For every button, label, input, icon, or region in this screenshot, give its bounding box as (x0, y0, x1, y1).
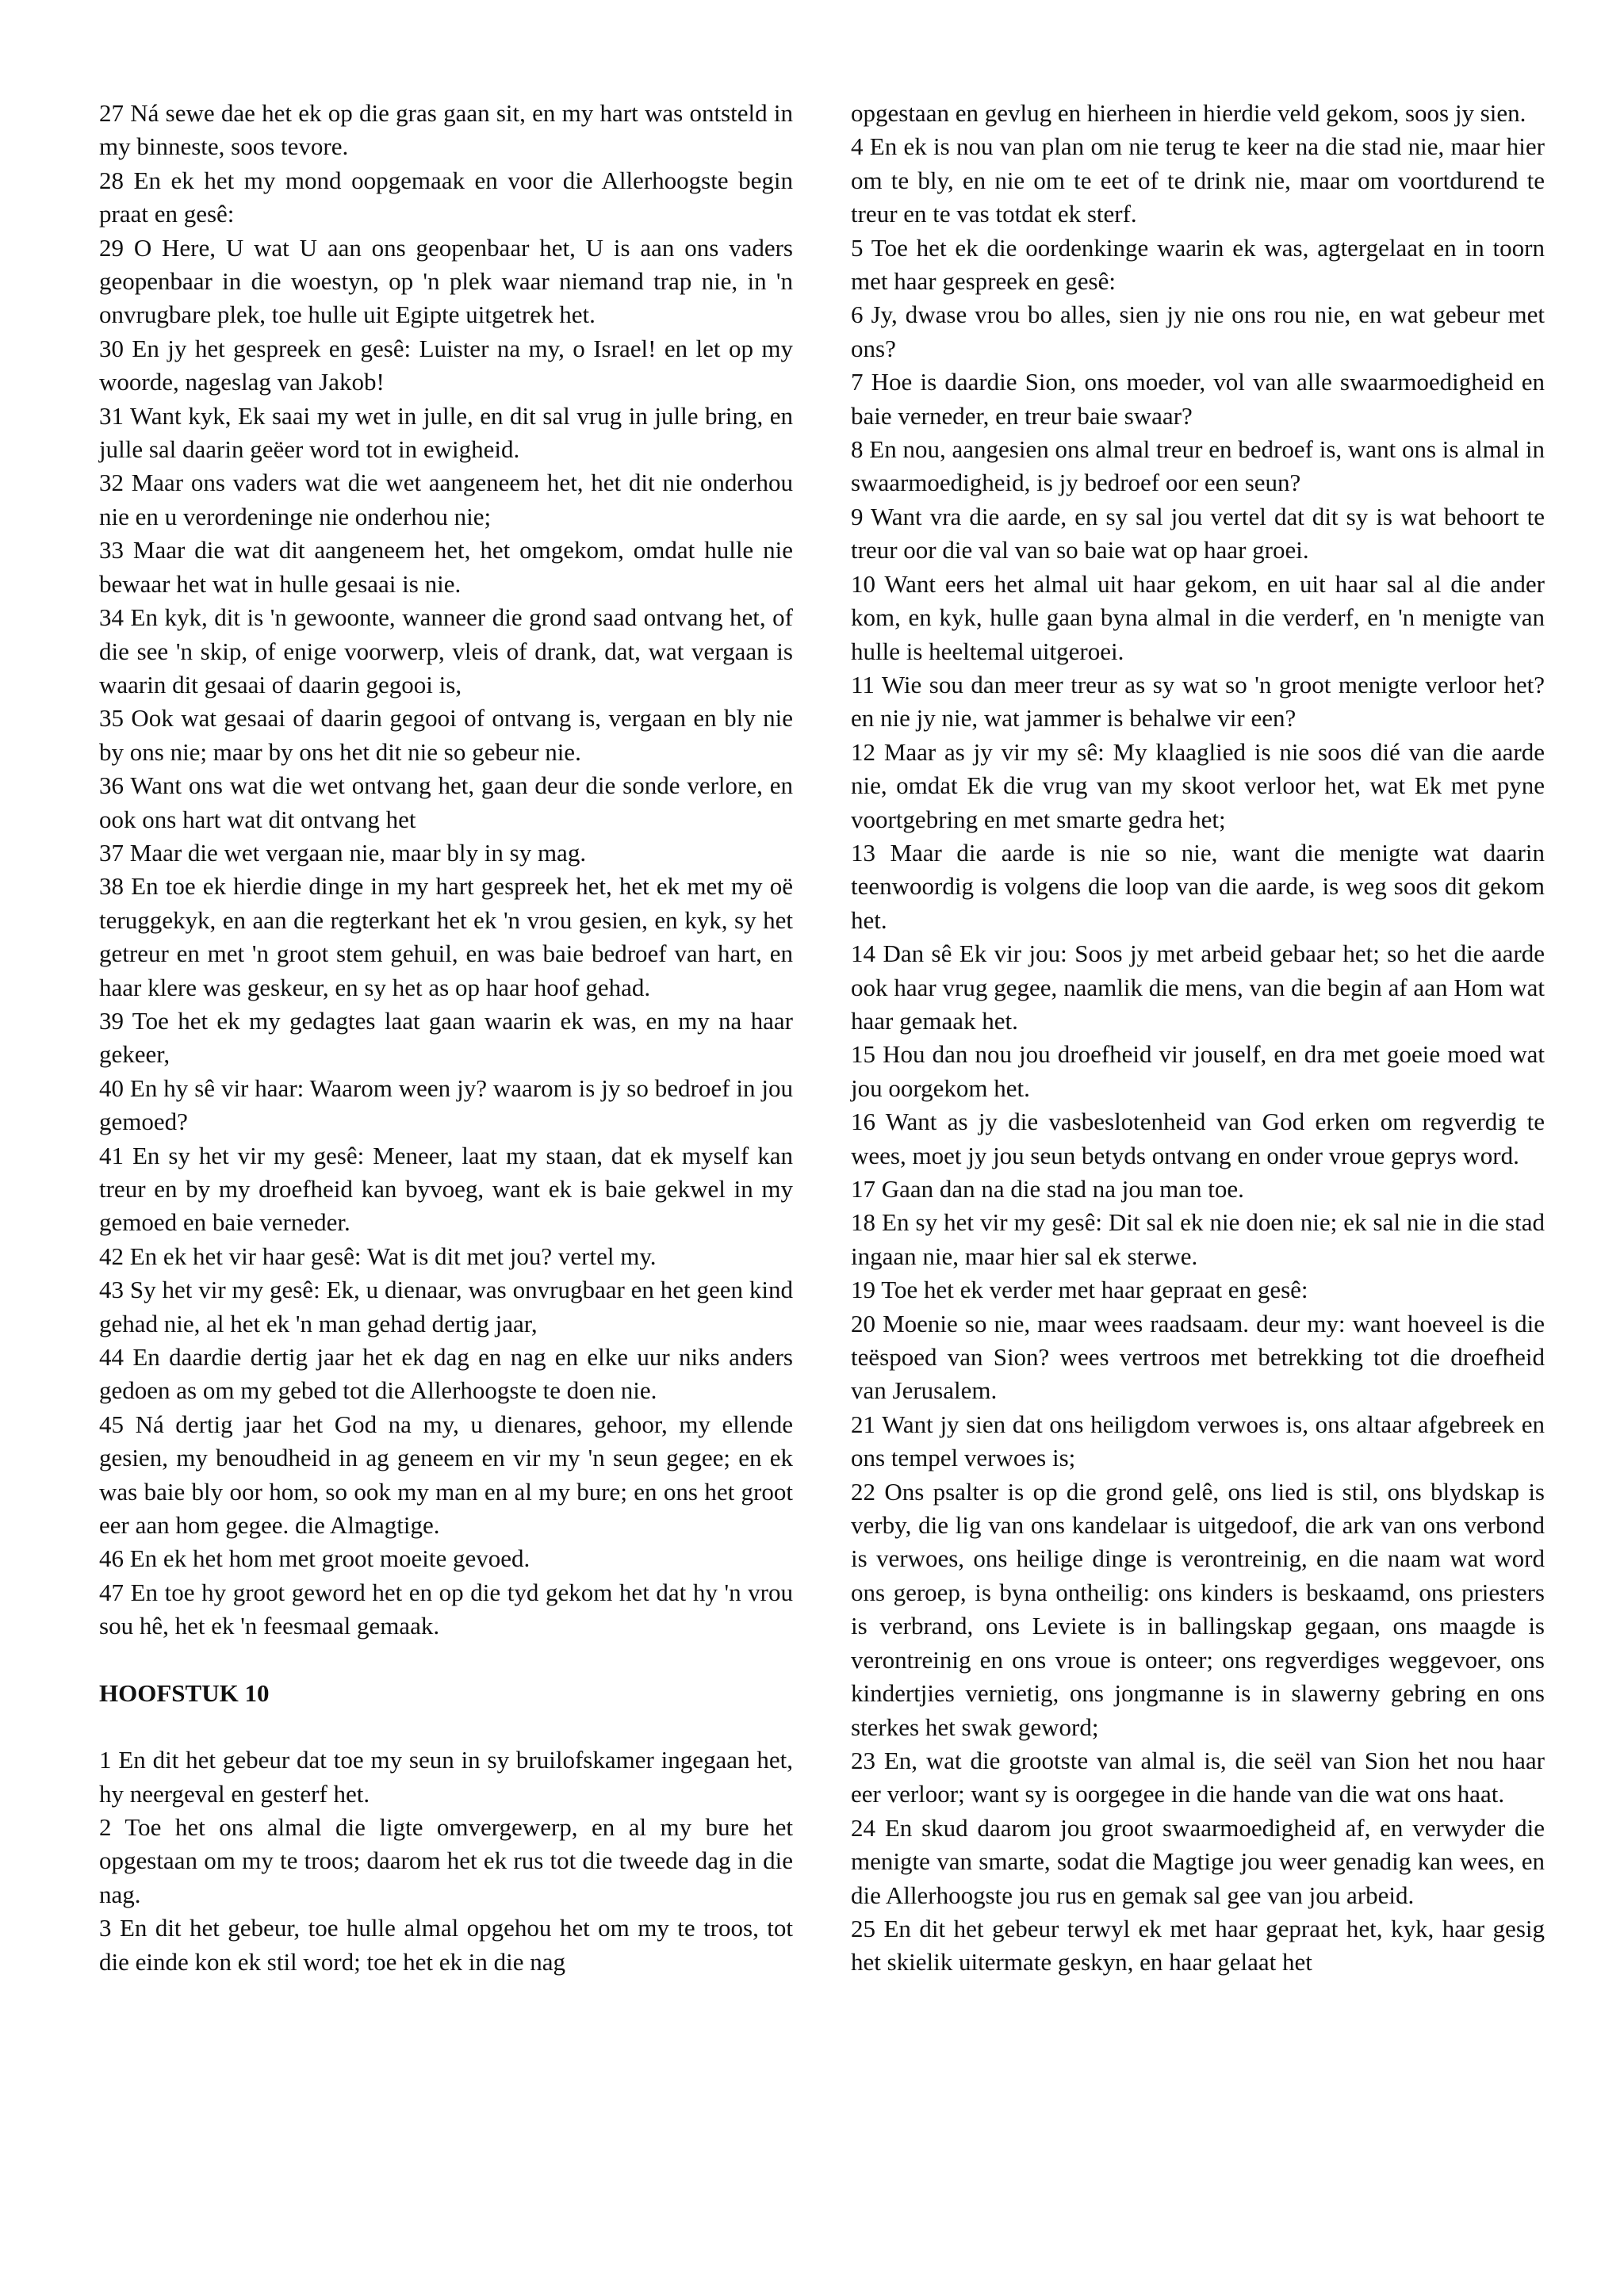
verse-paragraph: 47 En toe hy groot geword het en op die tyd gekom het dat hy 'n vrou sou hê, het ek 'n feesmaal gemaak. (99, 1578, 793, 1640)
chapter-heading: HOOFSTUK 10 (99, 1678, 270, 1707)
verse-paragraph: 3 En dit het gebeur, toe hulle almal opgehou het om my te troos, tot die einde kon ek stil word; toe het ek in die nag (99, 1914, 793, 1976)
document-page (99, 97, 1545, 2229)
verse-paragraph: 35 Ook wat gesaai of daarin gegooi of ontvang is, vergaan en bly nie by ons nie; maar by ons het dit nie so gebeur nie. (99, 704, 793, 766)
verse-paragraph: 11 Wie sou dan meer treur as sy wat so 'n groot menigte verloor het? en nie jy nie, wat jammer is behalwe vir een? (851, 670, 1545, 733)
verse-paragraph: 38 En toe ek hierdie dinge in my hart gespreek het, het ek met my oë teruggekyk, en aan die regterkant het ek 'n vrou gesien, en kyk, sy het getreur en met 'n groot stem gehuil, en was baie bedroef van hart, en haar klere was geskeur, en sy het as op haar hoof gehad. (99, 872, 793, 1001)
verse-paragraph: 46 En ek het hom met groot moeite gevoed. (99, 1544, 530, 1573)
verse-paragraph: 4 En ek is nou van plan om nie terug te keer na die stad nie, maar hier om te bly, en nie om te eet of te drink nie, maar om voortdurend te treur en te vas totdat ek sterf. (851, 132, 1545, 228)
verse-paragraph: 21 Want jy sien dat ons heiligdom verwoes is, ons altaar afgebreek en ons tempel verwoes is; (851, 1410, 1545, 1472)
verse-paragraph: 27 Ná sewe dae het ek op die gras gaan sit, en my hart was ontsteld in my binneste, soos tevore. (99, 99, 793, 161)
verse-paragraph: 14 Dan sê Ek vir jou: Soos jy met arbeid gebaar het; so het die aarde ook haar vrug gegee, naamlik die mens, van die begin af aan Hom wat haar gemaak het. (851, 939, 1545, 1035)
verse-paragraph: 5 Toe het ek die oordenkinge waarin ek was, agtergelaat en in toorn met haar gespreek en gesê: (851, 233, 1545, 296)
verse-paragraph: 15 Hou dan nou jou droefheid vir jouself, en dra met goeie moed wat jou oorgekom het. (851, 1040, 1545, 1102)
verse-paragraph: 29 O Here, U wat U aan ons geopenbaar het, U is aan ons vaders geopenbaar in die woestyn, op 'n plek waar niemand trap nie, in 'n onvrugbare plek, toe hulle uit Egipte uitgetrek het. (99, 233, 793, 329)
verse-paragraph: 42 En ek het vir haar gesê: Wat is dit met jou? vertel my. (99, 1242, 657, 1270)
verse-paragraph: 34 En kyk, dit is 'n gewoonte, wanneer die grond saad ontvang het, of die see 'n skip, of enige voorwerp, vleis of drank, dat, wat vergaan is waarin dit gesaai of daarin gegooi is, (99, 603, 793, 698)
verse-paragraph: 44 En daardie dertig jaar het ek dag en nag en elke uur niks anders gedoen as om my gebed tot die Allerhoogste te doen nie. (99, 1343, 793, 1405)
verse-paragraph: 37 Maar die wet vergaan nie, maar bly in sy mag. (99, 838, 587, 867)
verse-paragraph: 19 Toe het ek verder met haar gepraat en gesê: (851, 1276, 1308, 1304)
verse-paragraph: 18 En sy het vir my gesê: Dit sal ek nie doen nie; ek sal nie in die stad ingaan nie, maar hier sal ek sterwe. (851, 1208, 1545, 1270)
verse-paragraph: opgestaan en gevlug en hierheen in hierdie veld gekom, soos jy sien. (851, 99, 1526, 127)
verse-paragraph: 31 Want kyk, Ek saai my wet in julle, en dit sal vrug in julle bring, en julle sal daarin geëer word tot in ewigheid. (99, 401, 793, 464)
verse-paragraph: 43 Sy het vir my gesê: Ek, u dienaar, was onvrugbaar en het geen kind gehad nie, al het ek 'n man gehad dertig jaar, (99, 1276, 793, 1337)
verse-paragraph: 23 En, wat die grootste van almal is, die seël van Sion het nou haar eer verloor; want sy is oorgegee in die hande van die wat ons haat. (851, 1746, 1545, 1808)
verse-paragraph: 39 Toe het ek my gedagtes laat gaan waarin ek was, en my na haar gekeer, (99, 1006, 793, 1069)
verse-paragraph: 7 Hoe is daardie Sion, ons moeder, vol van alle swaarmoedigheid en baie verneder, en treur baie swaar? (851, 368, 1545, 430)
verse-paragraph: 33 Maar die wat dit aangeneem het, het omgekom, omdat hulle nie bewaar het wat in hulle gesaai is nie. (99, 536, 793, 598)
verse-paragraph: 17 Gaan dan na die stad na jou man toe. (851, 1175, 1244, 1203)
verse-paragraph: 41 En sy het vir my gesê: Meneer, laat my staan, dat ek myself kan treur en by my droefheid kan byvoeg, want ek is baie gekwel in my gemoed en baie verneder. (99, 1141, 793, 1237)
verse-paragraph: 25 En dit het gebeur terwyl ek met haar gepraat het, kyk, haar gesig het skielik uitermate geskyn, en haar gelaat het (851, 1914, 1545, 1976)
verse-paragraph: 13 Maar die aarde is nie so nie, want die menigte wat daarin teenwoordig is volgens die loop van die aarde, is weg soos dit gekom het. (851, 838, 1545, 934)
verse-list (851, 97, 1545, 1980)
verse-paragraph: 40 En hy sê vir haar: Waarom ween jy? waarom is jy so bedroef in jou gemoed? (99, 1073, 793, 1136)
verse-paragraph: 6 Jy, dwase vrou bo alles, sien jy nie ons rou nie, en wat gebeur met ons? (851, 300, 1545, 362)
verse-list-after-heading (99, 1743, 793, 1979)
verse-paragraph: 20 Moenie so nie, maar wees raadsaam. deur my: want hoeveel is die teëspoed van Sion? wees vertroos met betrekking tot die droefheid van Jerusalem. (851, 1309, 1545, 1405)
left-column (99, 97, 793, 2229)
verse-paragraph: 28 En ek het my mond oopgemaak en voor die Allerhoogste begin praat en gesê: (99, 166, 793, 228)
verse-paragraph: 45 Ná dertig jaar het God na my, u dienares, gehoor, my ellende gesien, my benoudheid in ag geneem en vir my 'n seun gegee; en ek was baie bly oor hom, so ook my man en al my bure; en ons het groot eer aan hom gegee. die Almagtige. (99, 1410, 793, 1540)
verse-paragraph: 9 Want vra die aarde, en sy sal jou vertel dat dit sy is wat behoort te treur oor die val van so baie wat op haar groei. (851, 502, 1545, 564)
verse-paragraph: 10 Want eers het almal uit haar gekom, en uit haar sal al die ander kom, en kyk, hulle gaan byna almal in die verderf, en 'n menigte van hulle is heeltemal uitgeroei. (851, 569, 1545, 665)
verse-paragraph: 16 Want as jy die vasbeslotenheid van God erken om regverdig te wees, moet jy jou seun betyds ontvang en onder vroue geprys word. (851, 1108, 1545, 1169)
verse-paragraph: 22 Ons psalter is op die grond gelê, ons lied is stil, ons blydskap is verby, die lig van ons kandelaar is uitgedoof, die ark van ons verbond is verwoes, ons heilige dinge is verontreinig, en die naam wat word ons geroep, is byna ontheilig: ons kinders is beskaamd, ons priesters is verbrand, ons Leviete is in ballingskap gegaan, ons maagde is verontreinig en ons vroue is onteer; ons regverdiges weggevoer, ons kindertjies vernietig, ons jongmanne is in slawerny gebring en ons sterkes het swak geword; (851, 1477, 1545, 1741)
verse-paragraph: 12 Maar as jy vir my sê: My klaaglied is nie soos dié van die aarde nie, omdat Ek die vrug van my skoot verloor het, wat Ek met pyne voortgebring en met smarte gedra het; (851, 737, 1545, 833)
verse-paragraph: 36 Want ons wat die wet ontvang het, gaan deur die sonde verlore, en ook ons hart wat dit ontvang het (99, 771, 793, 833)
right-column (851, 97, 1545, 2229)
verse-paragraph: 1 En dit het gebeur dat toe my seun in sy bruilofskamer ingegaan het, hy neergeval en gesterf het. (99, 1746, 793, 1808)
verse-paragraph: 24 En skud daarom jou groot swaarmoedigheid af, en verwyder die menigte van smarte, sodat die Magtige jou weer genadig kan wees, en die Allerhoogste jou rus en gemak sal gee van jou arbeid. (851, 1813, 1545, 1909)
verse-paragraph: 2 Toe het ons almal die ligte omvergewerp, en al my bure het opgestaan om my te troos; daarom het ek rus tot die tweede dag in die nag. (99, 1812, 793, 1908)
verse-paragraph: 30 En jy het gespreek en gesê: Luister na my, o Israel! en let op my woorde, nageslag van Jakob! (99, 334, 793, 396)
verse-paragraph: 32 Maar ons vaders wat die wet aangeneem het, het dit nie onderhou nie en u verordeninge nie onderhou nie; (99, 469, 793, 530)
verse-paragraph: 8 En nou, aangesien ons almal treur en bedroef is, want ons is almal in swaarmoedigheid, is jy bedroef oor een seun? (851, 435, 1545, 497)
verse-list-before-heading (99, 97, 793, 1644)
